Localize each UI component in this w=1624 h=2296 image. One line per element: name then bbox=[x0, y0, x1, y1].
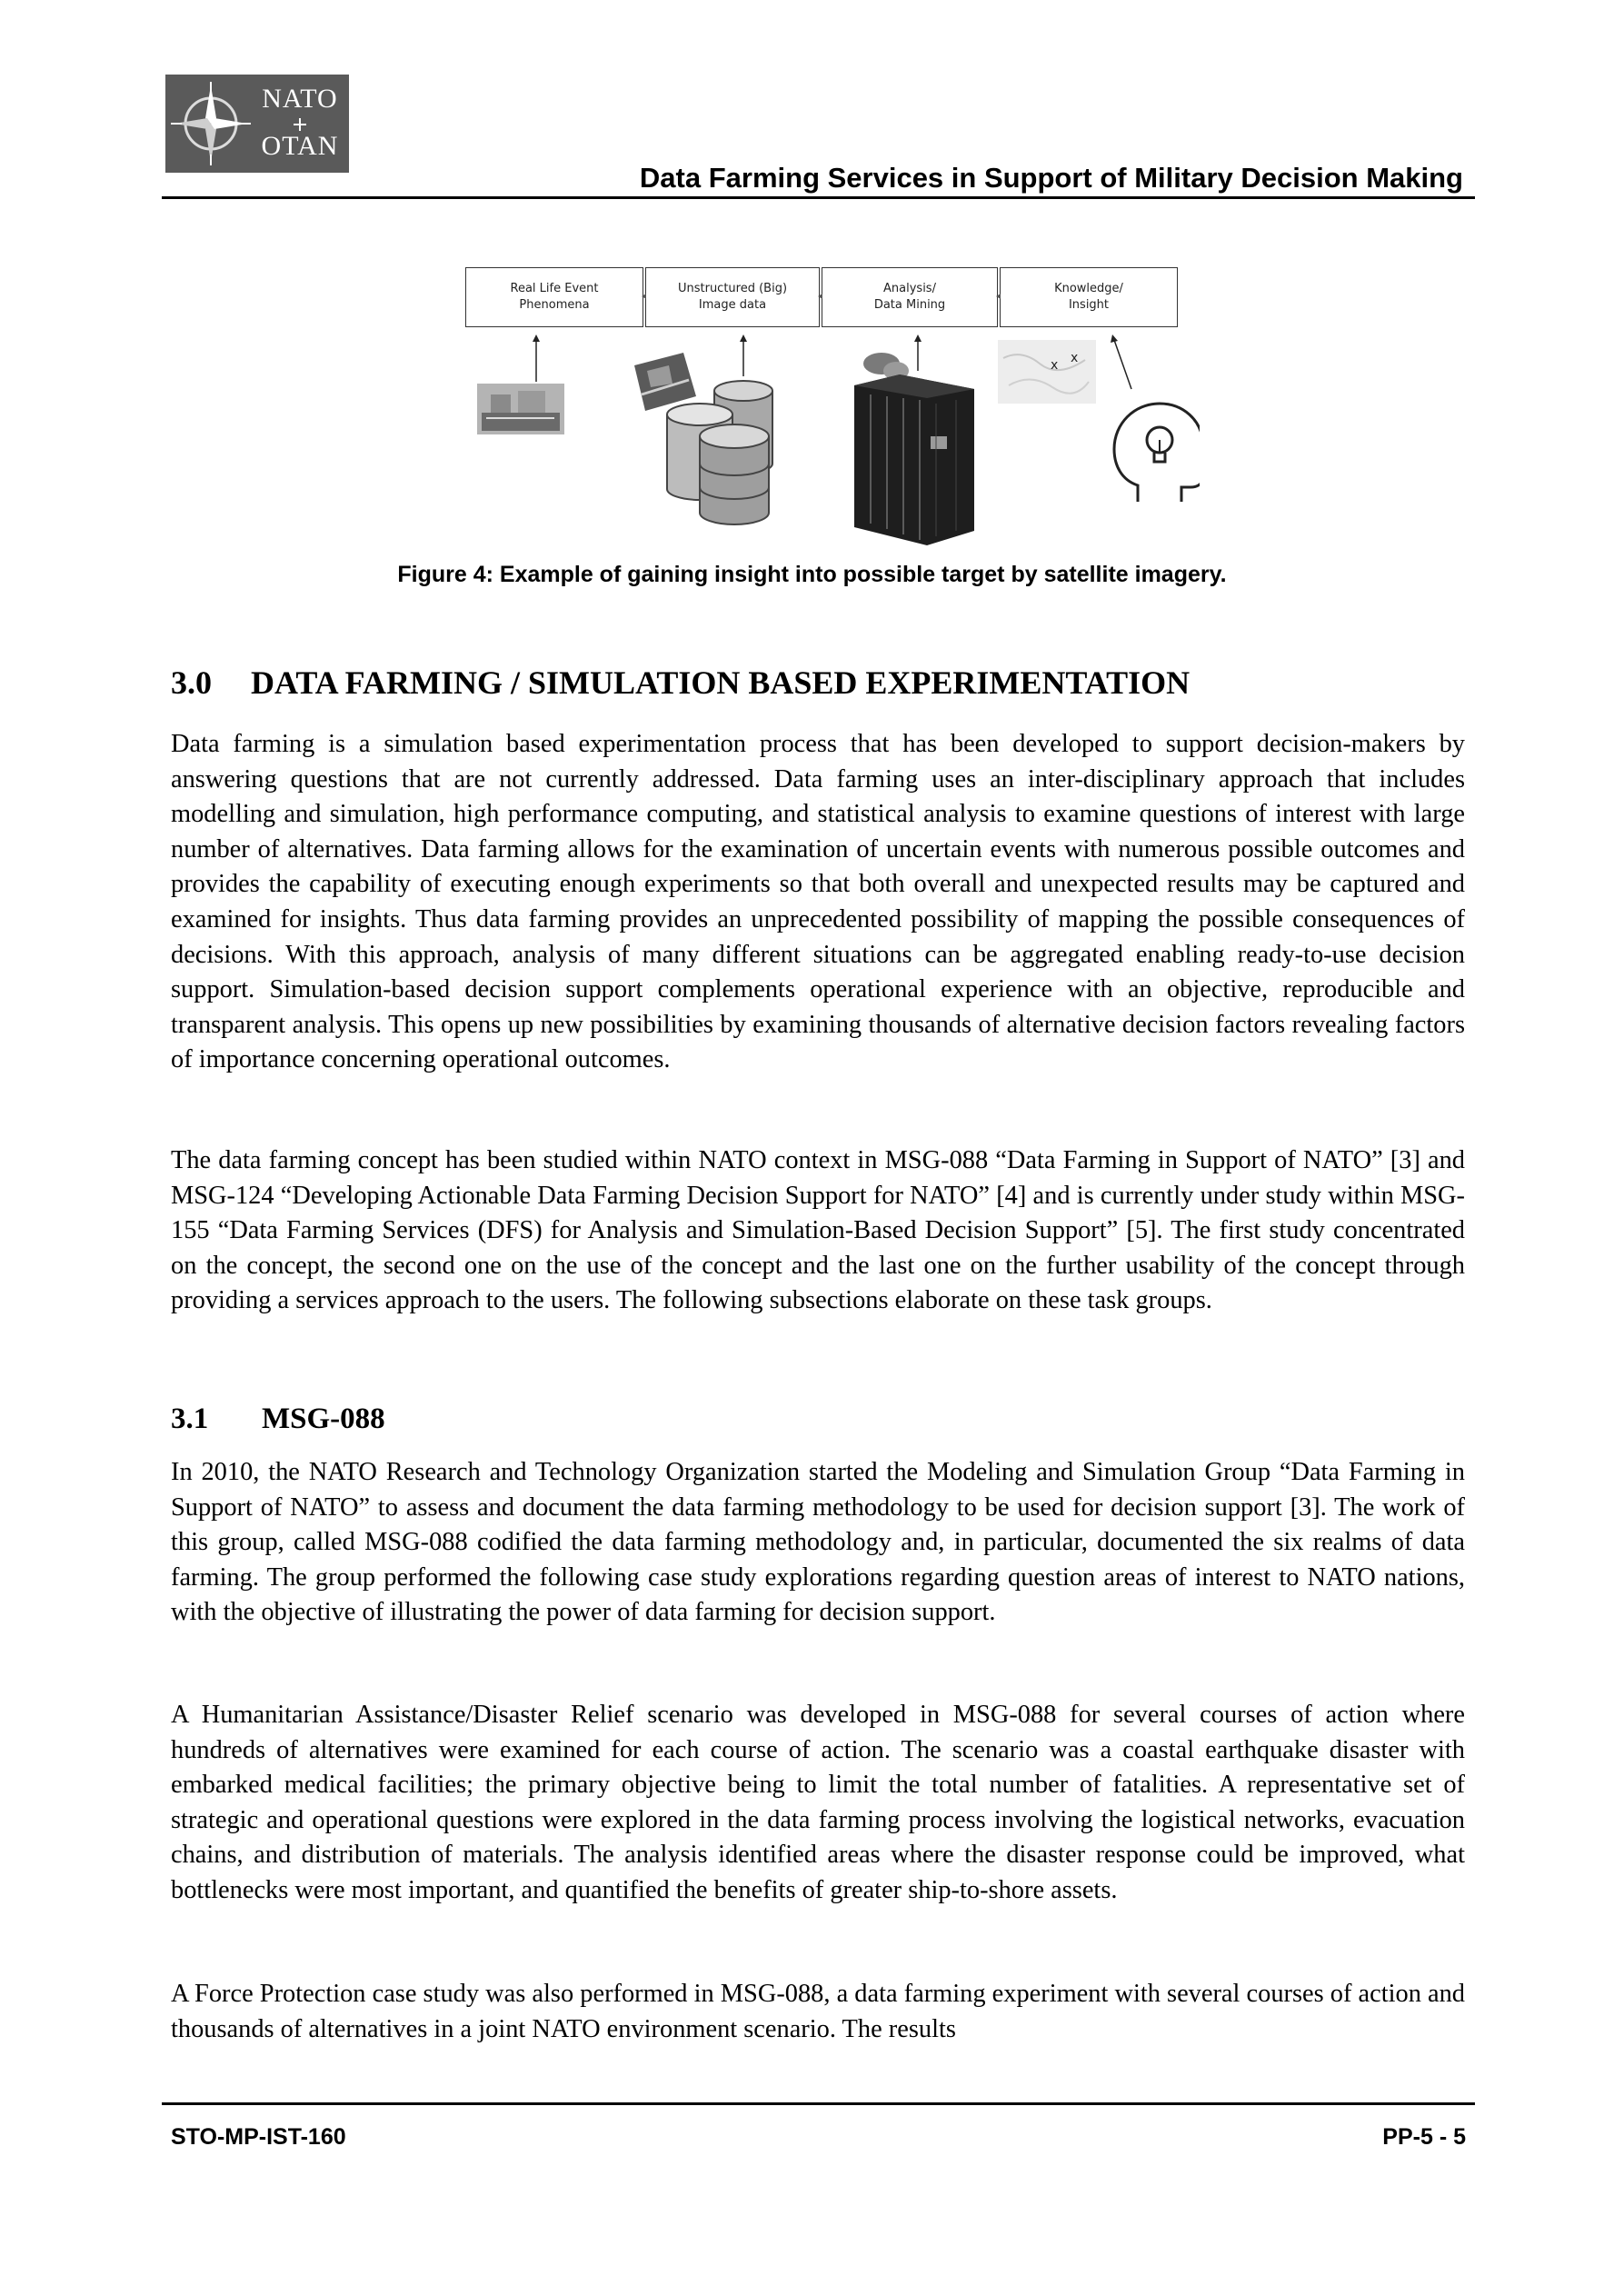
paragraph: Data farming is a simulation based experimentation process that has been developed to support decision-makers by answering questions that are not currently addressed. Data farming uses an inter-disciplinary approach that includes modelling and simulation, high performance computing, and statistical analysis to examine questions of interest with large number of alternatives. Data farming allows for the examination of uncertain events with numerous possible outcomes and provides the capability of executing enough experiments so that both overall and unexpected results may be captured and examined for insights. Thus data farming provides an unprecedented possibility of mapping the possible consequences of decisions. With this approach, analysis of many different situations can be aggregated enabling ready-to-use decision support. Simulation-based decision support complements operational experience with an objective, reproducible and transparent analysis. This opens up new possibilities by examining thousands of alternative decision factors revealing factors of importance concerning operational outcomes. bbox=[171, 730, 1465, 1074]
figure-caption: Figure 4: Example of gaining insight into possible target by satellite imagery. bbox=[397, 562, 1227, 587]
section-heading-3-1 bbox=[171, 1403, 385, 1436]
flow-box-line: Data Mining bbox=[873, 298, 946, 312]
server-rack-icon bbox=[854, 353, 974, 545]
logo-text-otan: OTAN bbox=[261, 131, 339, 161]
flow-box-line: Analysis/ bbox=[883, 282, 936, 295]
satellite-image-icon bbox=[634, 353, 696, 411]
footer-document-id: STO-MP-IST-160 bbox=[171, 2124, 346, 2150]
section-number: 3.0 bbox=[171, 664, 212, 701]
logo-divider-icon bbox=[294, 118, 306, 131]
running-header-title: Data Farming Services in Support of Military Decision Making bbox=[639, 162, 1463, 194]
insight-head-icon bbox=[1114, 404, 1200, 502]
section-title: MSG-088 bbox=[262, 1403, 385, 1435]
section-title: DATA FARMING / SIMULATION BASED EXPERIMENTATION bbox=[251, 664, 1191, 701]
header-rule bbox=[162, 196, 1475, 199]
paragraph: A Humanitarian Assistance/Disaster Relief scenario was developed in MSG-088 for several courses of action where hundreds of alternatives were examined for each course of action. The scenario was a coastal earthquake disaster with embarked medical facilities; the primary objective being to limit the total number of fatalities. A representative set of strategic and operational questions were explored in the data farming process involving the logistical networks, evacuation chains, and distribution of materials. The analysis identified areas where the disaster response could be improved, what bottlenecks were most important, and quantified the benefits of greater ship-to-shore assets. bbox=[171, 1701, 1465, 1904]
footer-rule bbox=[162, 2102, 1475, 2105]
flow-box-line: Image data bbox=[698, 298, 767, 312]
map-mark: x bbox=[1071, 351, 1079, 365]
section-heading-3-0 bbox=[171, 664, 1190, 702]
figure-illustration bbox=[454, 258, 1200, 558]
flow-arrows bbox=[642, 294, 1001, 299]
flow-box-line: Real Life Event bbox=[510, 282, 599, 295]
nato-logo bbox=[165, 75, 349, 173]
logo-text-nato: NATO bbox=[262, 84, 338, 114]
map-image-icon bbox=[998, 340, 1096, 404]
paragraph: In 2010, the NATO Research and Technology Organization started the Modeling and Simulation Group “Data Farming in Support of NATO” to assess and document the data farming methodology to be used for decision support [3]. The work of this group, called MSG-088 codified the data farming methodology and, in particular, documented the six realms of data farming. The group performed the following case study explorations regarding question areas of interest to NATO nations, with the objective of illustrating the power of data farming for decision support. bbox=[171, 1458, 1465, 1627]
flow-box-line: Knowledge/ bbox=[1054, 282, 1123, 295]
nato-compass-star-icon bbox=[171, 80, 251, 167]
database-cylinders-icon bbox=[667, 381, 772, 524]
footer-page-number: PP-5 - 5 bbox=[1382, 2124, 1466, 2150]
paragraph: The data farming concept has been studied within NATO context in MSG-088 “Data Farming in Support of NATO” [3] and MSG-124 “Developing Actionable Data Farming Decision Support for NATO” [4] and is currently under study within MSG-155 “Data Farming Services (DFS) for Analysis and Simulation-Based Decision Support” [5]. The first study concentrated on the concept, the second one on the use of the concept and the last one on the further usability of the concept through providing a services approach to the users. The following subsections elaborate on these task groups. bbox=[171, 1146, 1465, 1315]
figure-4 bbox=[454, 258, 1200, 558]
flow-box-line: Unstructured (Big) bbox=[677, 282, 788, 295]
paragraph: A Force Protection case study was also performed in MSG-088, a data farming experiment with several courses of action and thousands of alternatives in a joint NATO environment scenario. The results bbox=[171, 1980, 1465, 2043]
flow-box-line: Insight bbox=[1068, 298, 1110, 312]
section-number: 3.1 bbox=[171, 1403, 209, 1435]
flow-box-line: Phenomena bbox=[519, 298, 590, 312]
building-photo-icon bbox=[477, 384, 564, 434]
map-mark: x bbox=[1051, 358, 1059, 373]
